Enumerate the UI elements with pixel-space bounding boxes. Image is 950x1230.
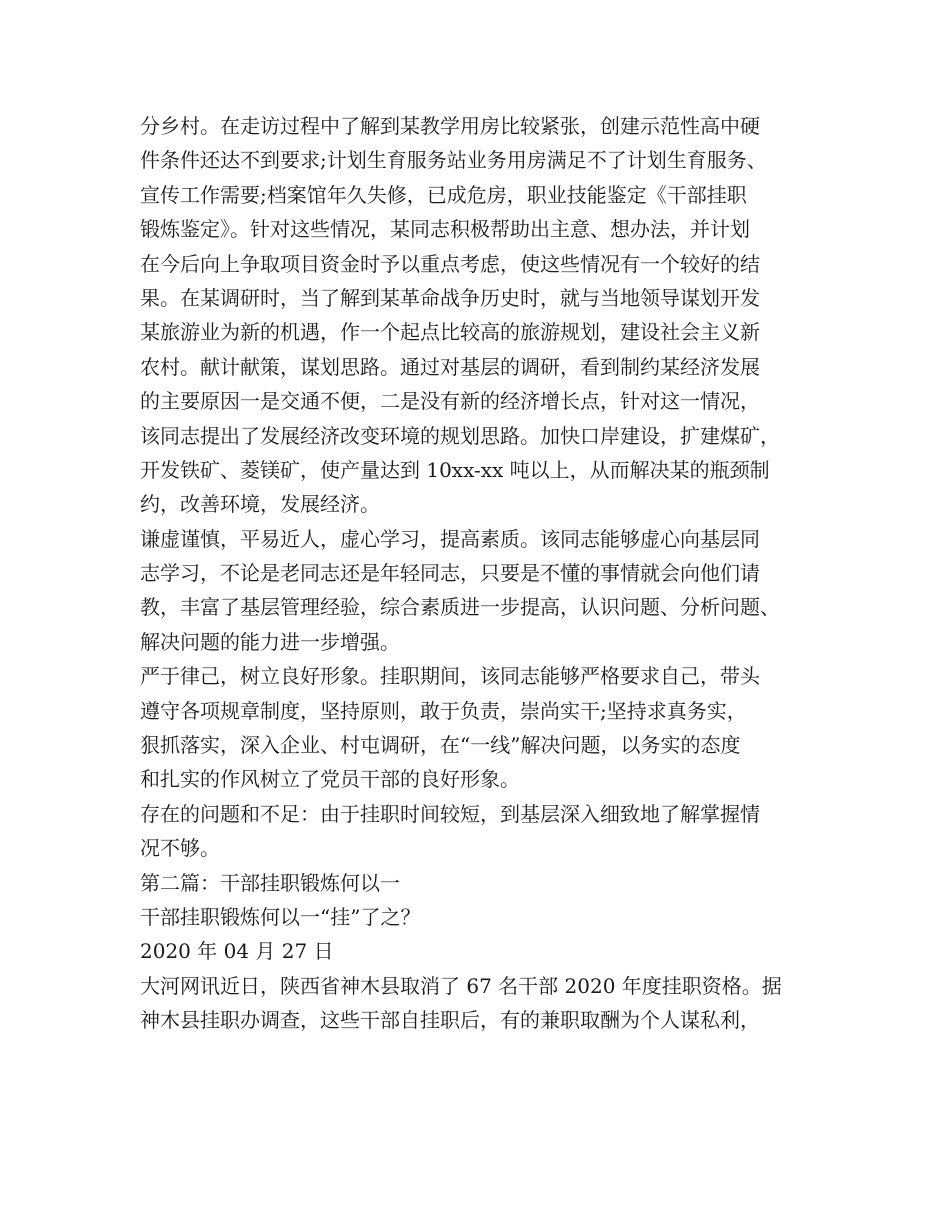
article-date: 2020 年 04 月 27 日 [140,939,334,964]
text-line: 约，改善环境，发展经济。 [140,492,380,517]
text-line: 志学习，不论是老同志还是年轻同志，只要是不懂的事情就会向他们请 [140,561,760,586]
text-line: 谦虚谨慎，平易近人，虚心学习，提高素质。该同志能够虚心向基层同 [140,526,760,551]
text-line: 农村。献计献策，谋划思路。通过对基层的调研，看到制约某经济发展 [140,354,760,379]
text-line: 分乡村。在走访过程中了解到某教学用房比较紧张，创建示范性高中硬 [140,114,760,138]
text-line: 开发铁矿、菱镁矿，使产量达到 10xx-xx 吨以上，从而解决某的瓶颈制 [140,457,770,482]
text-line: 大河网讯近日，陕西省神木县取消了 67 名干部 2020 年度挂职资格。据 [140,973,782,998]
text-line: 果。在某调研时，当了解到某革命战争历史时，就与当地领导谋划开发 [140,285,760,310]
text-line: 狠抓落实，深入企业、村屯调研，在“一线”解决问题，以务实的态度 [140,733,741,758]
text-line: 宣传工作需要;档案馆年久失修，已成危房，职业技能鉴定《干部挂职 [140,182,747,207]
text-line: 教，丰富了基层管理经验，综合素质进一步提高，认识问题、分析问题、 [140,595,780,620]
text-line: 的主要原因一是交通不便，二是没有新的经济增长点，针对这一情况， [140,389,760,414]
text-line: 某旅游业为新的机遇，作一个起点比较高的旅游规划，建设社会主义新 [140,320,760,345]
text-line: 解决问题的能力进一步增强。 [140,629,400,654]
text-line: 锻炼鉴定》。针对这些情况，某同志积极帮助出主意、想办法，并计划 [140,217,750,242]
text-line: 该同志提出了发展经济改变环境的规划思路。加快口岸建设，扩建煤矿， [140,423,780,448]
document-page [140,109,830,1038]
article-title: 干部挂职锻炼何以一“挂”了之？ [140,904,421,929]
text-line: 件条件还达不到要求;计划生育服务站业务用房满足不了计划生育服务、 [140,148,767,173]
text-line: 存在的问题和不足：由于挂职时间较短，到基层深入细致地了解掌握情 [140,801,760,826]
text-line: 况不够。 [140,836,220,861]
text-line: 严于律己，树立良好形象。挂职期间，该同志能够严格要求自己，带头 [140,664,760,689]
section-heading: 第二篇：干部挂职锻炼何以一 [140,870,400,895]
text-line: 遵守各项规章制度，坚持原则，敢于负责，崇尚实干;坚持求真务实， [140,698,747,723]
text-line: 和扎实的作风树立了党员干部的良好形象。 [140,767,520,792]
text-line: 神木县挂职办调查，这些干部自挂职后，有的兼职取酬为个人谋私利， [140,1008,760,1033]
text-line: 在今后向上争取项目资金时予以重点考虑，使这些情况有一个较好的结 [140,251,760,276]
